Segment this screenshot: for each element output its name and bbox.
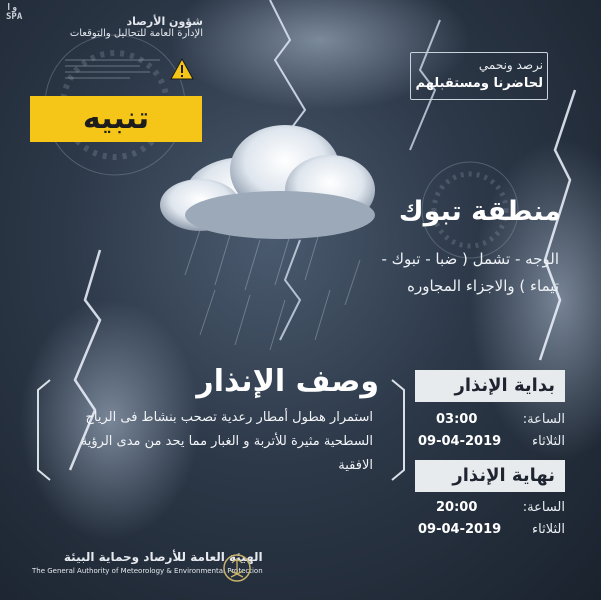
region-title: منطقة تبوك bbox=[398, 196, 561, 227]
warning-start-time: 03:00 bbox=[436, 412, 478, 427]
watermark-logo: وا SPA bbox=[6, 3, 23, 22]
warning-triangle-icon bbox=[170, 58, 194, 80]
warning-end-time-label: الساعة: bbox=[522, 500, 565, 515]
authority-name-english: The General Authority of Meteorology & Environmental Protection bbox=[32, 567, 263, 575]
warning-end-time: 20:00 bbox=[436, 500, 478, 515]
lightning-bolt-icon bbox=[280, 240, 300, 340]
authority-logo-icon bbox=[222, 553, 252, 583]
warning-start-heading: بداية الإنذار bbox=[415, 370, 565, 402]
warning-end-heading: نهاية الإنذار bbox=[415, 460, 565, 492]
warning-start-day: الثلاثاء bbox=[532, 434, 565, 449]
warning-description-title: وصف الإنذار bbox=[196, 364, 379, 399]
slogan-line-2: لحاضرنا ومستقبلهم bbox=[415, 76, 543, 91]
warning-start-date: 09-04-2019 bbox=[418, 434, 502, 449]
cloud-icon bbox=[160, 125, 375, 239]
warning-end-day: الثلاثاء bbox=[532, 522, 565, 537]
department-header bbox=[13, 16, 203, 40]
slogan-line-1: نرصد ونحمي bbox=[478, 58, 543, 72]
warning-description-body: استمرار هطول أمطار رعدية تصحب بنشاط فى الرياح السطحية مثيرة للأتربة و الغبار مما يحد من مدى الرؤية الافقية bbox=[80, 410, 373, 473]
alert-banner: تنبيه bbox=[30, 96, 202, 142]
warning-end-date: 09-04-2019 bbox=[418, 522, 502, 537]
authority-name-arabic: الهيئة العامة للأرصاد وحماية البيئة bbox=[63, 550, 263, 564]
region-description: الوجه - تشمل ( ضبا - تبوك - تيماء ) والاجزاء المجاوره bbox=[381, 250, 559, 295]
warning-start-time-label: الساعة: bbox=[522, 412, 565, 427]
department-line-1: شؤون الأرصاد bbox=[126, 15, 203, 28]
department-line-2: الإدارة العامة للتحاليل والتوقعات bbox=[69, 28, 203, 39]
